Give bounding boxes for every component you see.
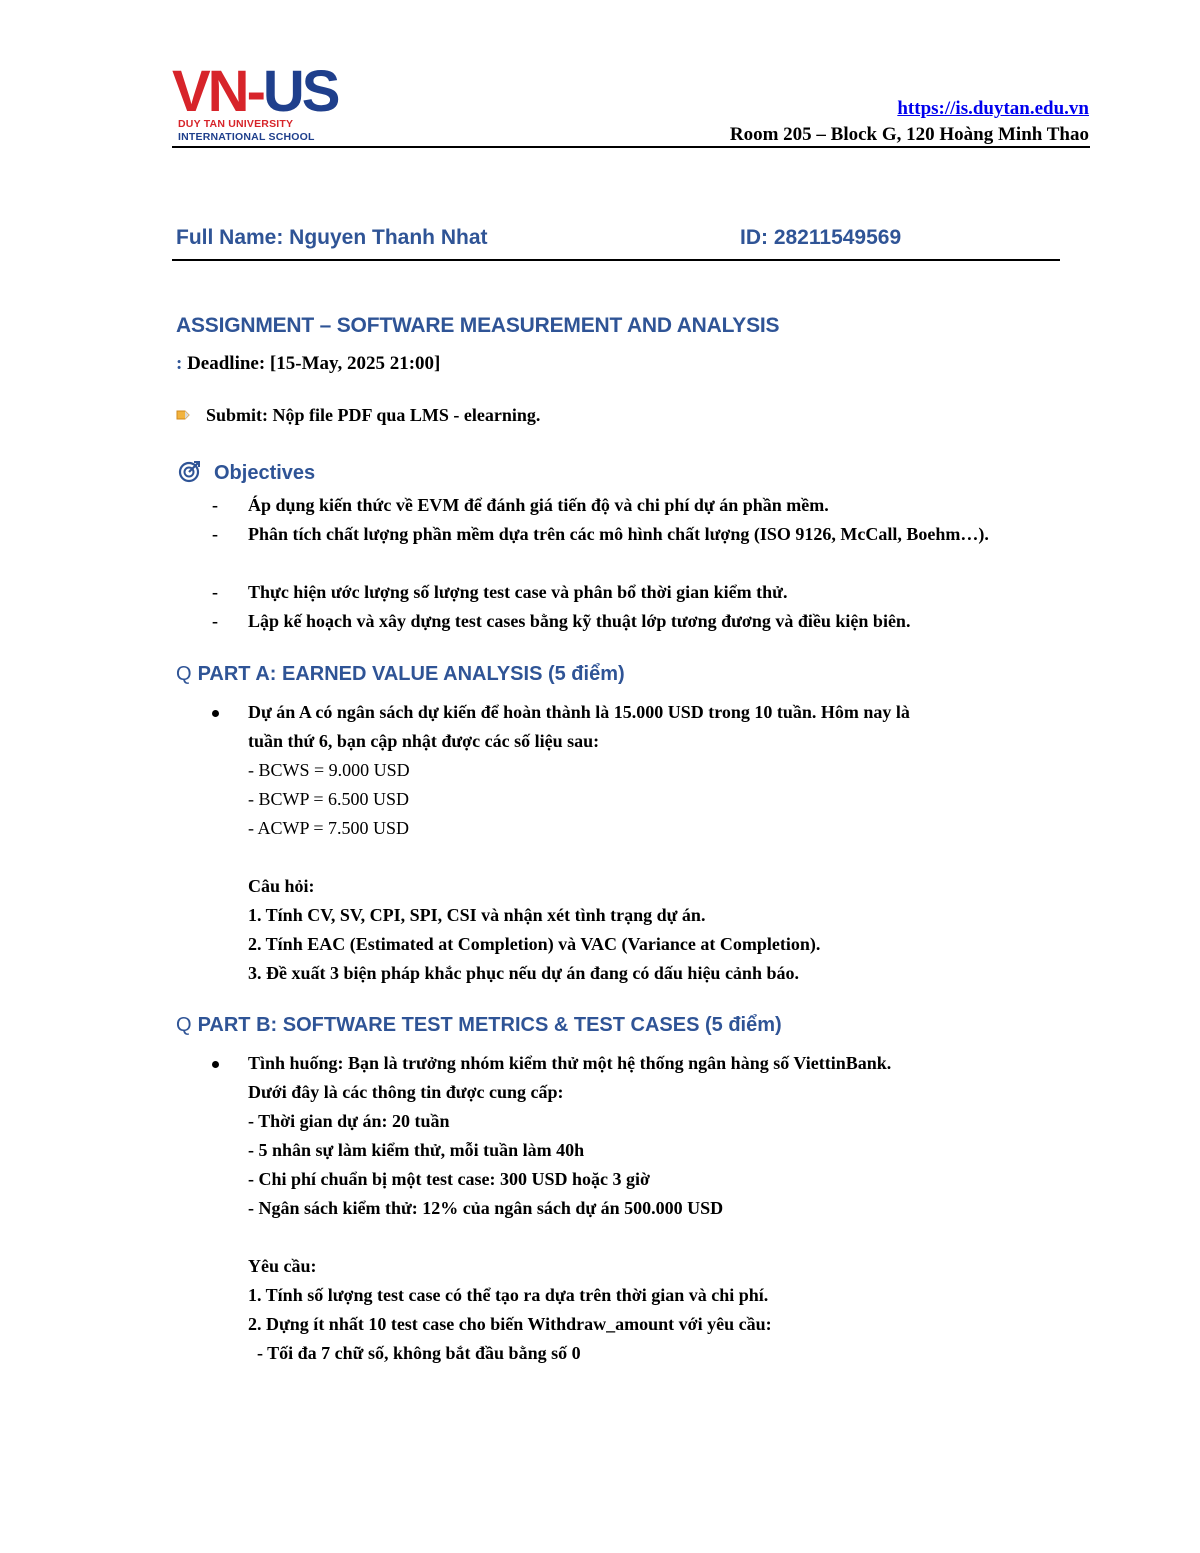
student-name: Full Name: Nguyen Thanh Nhat (176, 226, 488, 249)
question-line: 1. Tính CV, SV, CPI, SPI, CSI và nhận xét tình trạng dự án. (248, 905, 706, 925)
submit-instruction (176, 405, 540, 426)
requirement-line: 1. Tính số lượng test case có thể tạo ra dựa trên thời gian và chi phí. (248, 1285, 769, 1305)
requirement-line: 2. Dựng ít nhất 10 test case cho biến Withdraw_amount với yêu cầu: (248, 1314, 772, 1334)
question-line: 2. Tính EAC (Estimated at Completion) và VAC (Variance at Completion). (248, 934, 821, 954)
part-b-title: PART B: SOFTWARE TEST METRICS & TEST CASES (5 điểm) (197, 1014, 782, 1036)
student-id: ID: 28211549569 (740, 226, 902, 249)
objective-item: - Áp dụng kiến thức về EVM để đánh giá tiến độ và chi phí dự án phần mềm. (212, 495, 829, 515)
metric-line: - ACWP = 7.500 USD (248, 818, 409, 838)
fact-line: - 5 nhân sự làm kiểm thử, mỗi tuần làm 40h (248, 1140, 585, 1160)
part-b-content: Tình huống: Bạn là trưởng nhóm kiểm thử một hệ thống ngân hàng số ViettinBank. Dưới đây là các thông tin được cung cấp: - Thời gian dự án: 20 tuần - 5 nhân sự làm kiểm thử, mỗi tuần làm 40h - Chi phí chuẩn bị một test case: 300 USD hoặc 3 giờ - Ngân sách kiểm thử: 12% của ngân sách dự án 500.000 USD Yêu cầu: 1. Tính số lượng test case có thể tạo ra dựa trên thời gian và chi phí. 2. Dựng ít nhất 10 test case cho biến Withdraw_amount với yêu cầu: - Tối đa 7 chữ số, không bắt đầu bằng số 0 (212, 1049, 1072, 1368)
logo-subtitle-school: INTERNATIONAL SCHOOL (178, 131, 315, 143)
deadline-mark: : (176, 353, 183, 374)
deadline-text: Deadline: [15-May, 2025 21:00] (182, 353, 441, 374)
logo-us: US (262, 59, 338, 124)
target-icon (178, 459, 202, 483)
metric-line: - BCWP = 6.500 USD (248, 789, 409, 809)
submit-text: Submit: Nộp file PDF qua LMS - elearning. (206, 405, 541, 425)
student-divider (172, 259, 1060, 261)
question-icon: Q (176, 663, 192, 685)
logo-dash: - (246, 59, 263, 124)
logo-subtitle-university: DUY TAN UNIVERSITY (178, 118, 294, 130)
requirements-title: Yêu cầu: (248, 1256, 317, 1276)
requirement-line: - Tối đa 7 chữ số, không bắt đầu bằng số 0 (248, 1343, 581, 1363)
part-a-title: PART A: EARNED VALUE ANALYSIS (5 điểm) (197, 663, 625, 685)
header-divider (172, 146, 1090, 148)
website-link[interactable]: https://is.duytan.edu.vn (897, 98, 1089, 119)
assignment-title: ASSIGNMENT – SOFTWARE MEASUREMENT AND ANALYSIS (176, 314, 780, 337)
bullet-dot (212, 710, 219, 717)
part-b-heading (176, 1014, 782, 1037)
objective-item: - Lập kế hoạch và xây dựng test cases bằng kỹ thuật lớp tương đương và điều kiện biên. (212, 611, 911, 631)
header-address: Room 205 – Block G, 120 Hoàng Minh Thao (729, 124, 1089, 145)
objective-item: - Phân tích chất lượng phần mềm dựa trên các mô hình chất lượng (ISO 9126, McCall, Boehm…). (212, 524, 989, 544)
objectives-title: Objectives (214, 462, 316, 484)
bullet-dot (212, 1061, 219, 1068)
fact-line: - Chi phí chuẩn bị một test case: 300 USD hoặc 3 giờ (248, 1169, 650, 1189)
part-a-content: Dự án A có ngân sách dự kiến để hoàn thành là 15.000 USD trong 10 tuần. Hôm nay là tuần thứ 6, bạn cập nhật được các số liệu sau: - BCWS = 9.000 USD - BCWP = 6.500 USD - ACWP = 7.500 USD Câu hỏi: 1. Tính CV, SV, CPI, SPI, CSI và nhận xét tình trạng dự án. 2. Tính EAC (Estimated at Completion) và VAC (Variance at Completion). 3. Đề xuất 3 biện pháp khắc phục nếu dự án đang có dấu hiệu cảnh báo. (212, 698, 1072, 988)
fact-line: - Ngân sách kiểm thử: 12% của ngân sách dự án 500.000 USD (248, 1198, 724, 1218)
questions-title: Câu hỏi: (248, 876, 315, 896)
deadline (176, 353, 440, 375)
objectives-heading (178, 459, 315, 485)
part-a-heading (176, 663, 625, 686)
question-line: 3. Đề xuất 3 biện pháp khắc phục nếu dự án đang có dấu hiệu cảnh báo. (248, 963, 799, 983)
objective-item: - Thực hiện ước lượng số lượng test case và phân bổ thời gian kiểm thử. (212, 582, 788, 602)
question-icon: Q (176, 1014, 192, 1036)
fact-line: - Thời gian dự án: 20 tuần (248, 1111, 450, 1131)
pencil-icon (176, 408, 190, 422)
logo-vn: VN (172, 59, 247, 124)
metric-line: - BCWS = 9.000 USD (248, 760, 410, 780)
